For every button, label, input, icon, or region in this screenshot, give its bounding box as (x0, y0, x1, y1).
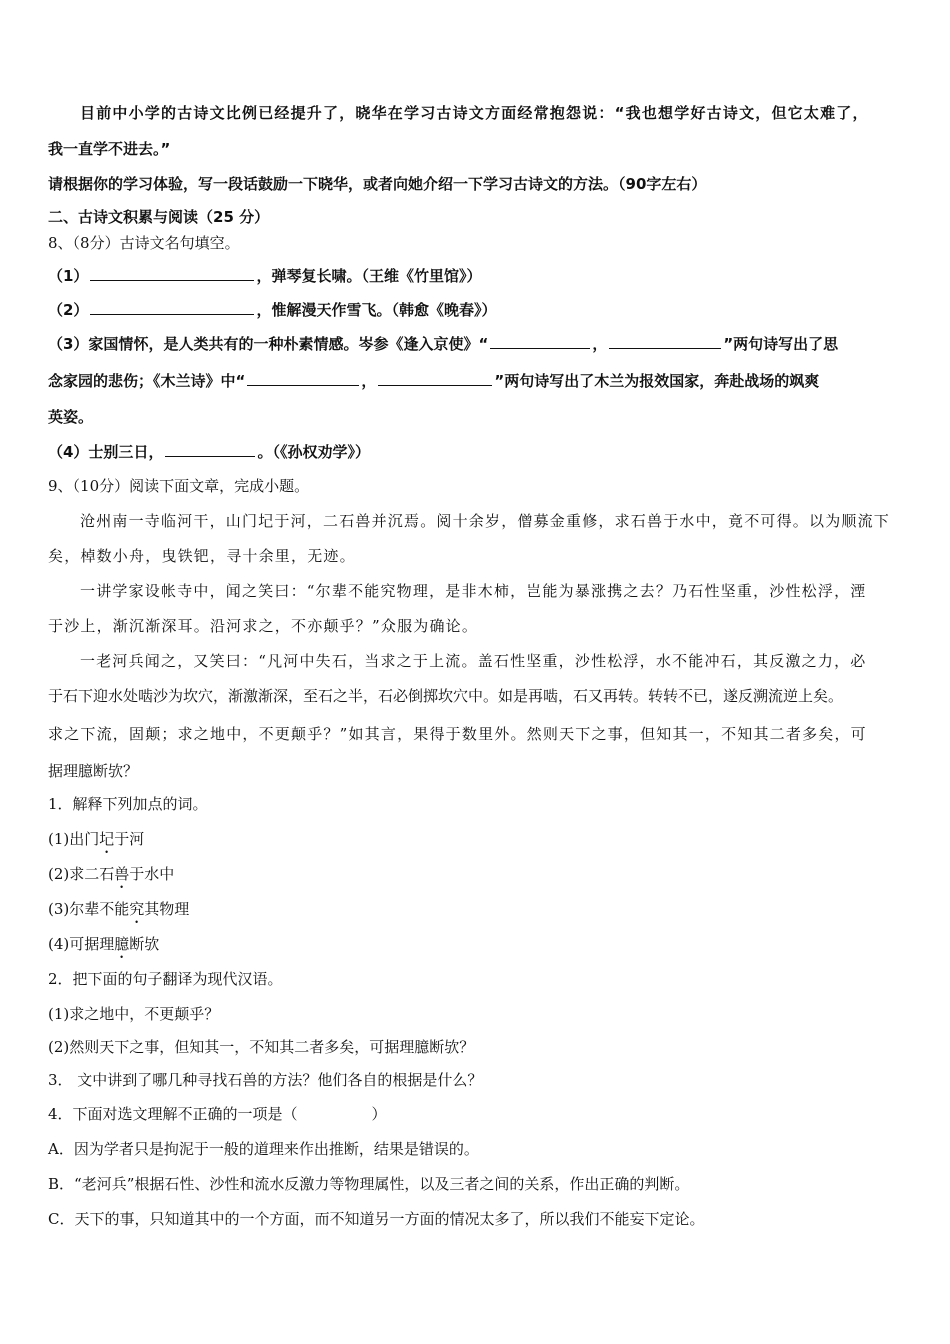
sub-q4-header-close: ） (371, 1105, 387, 1123)
passage-p2-line-1: 一讲学家设帐寺中，闻之笑曰：“尔辈不能究物理，是非木柿，岂能为暴涨携之去？乃石性坚重，沙性松浮，湮 (80, 582, 867, 600)
sub-q1-item-1 (48, 829, 144, 857)
sub-q1-item-4-rest: 断欤 (129, 935, 160, 953)
sub-q1-item-3 (48, 899, 189, 927)
answer-blank[interactable] (490, 333, 590, 349)
q8-item-4 (48, 441, 370, 462)
answer-blank[interactable] (609, 333, 721, 349)
option-a: A．因为学者只是拘泥于一般的道理来作出推断，结果是错误的。 (48, 1140, 479, 1158)
sub-q1-item-2 (48, 864, 174, 892)
q8-item-1 (48, 265, 481, 286)
q7-line-3: 请根据你的学习体验，写一段话鼓励一下晓华，或者向她介绍一下学习古诗文的方法。（90字左右） (48, 175, 707, 193)
passage-p3-line-3: 求之下流，固颠；求之地中，不更颠乎？”如其言，果得于数里外。然则天下之事，但知其一，不知其二者多矣，可 (48, 725, 867, 743)
sub-q1-header: 1．解释下列加点的词。 (48, 795, 208, 813)
q8-item-3-line-2-mid: ， (361, 372, 377, 390)
sub-q1-item-1-rest: 于河 (114, 830, 145, 848)
sub-q1-item-4-text: (4)可据理 (48, 935, 115, 953)
passage-p3-line-1: 一老河兵闻之，又笑曰：“凡河中失石，当求之于上流。盖石性坚重，沙性松浮，水不能冲石，其反激之力，必 (80, 652, 867, 670)
sub-q2-header: 2．把下面的句子翻译为现代汉语。 (48, 970, 283, 988)
q8-item-3-line-1 (48, 333, 838, 354)
sub-q3: 3． 文中讲到了哪几种寻找石兽的方法？他们各自的根据是什么？ (48, 1071, 483, 1089)
q8-item-3-line-1-suffix: ”两句诗写出了思 (723, 335, 839, 353)
passage-p1-line-2: 矣，棹数小舟，曳铁钯，寻十余里，无迹。 (48, 547, 356, 565)
answer-blank[interactable] (90, 299, 254, 315)
passage-p2-line-2: 于沙上，渐沉渐深耳。沿河求之，不亦颠乎？”众服为确论。 (48, 617, 479, 635)
sub-q2-item-2: (2)然则天下之事，但知其一，不知其二者多矣，可据理臆断欤？ (48, 1038, 475, 1056)
sub-q4-header (48, 1104, 387, 1124)
passage-p3-line-4: 据理臆断欤？ (48, 762, 139, 780)
sub-q1-item-2-rest: 于水中 (129, 865, 175, 883)
sub-q1-item-1-text: (1)出门 (48, 830, 100, 848)
q8-item-3-line-1-prefix: （3）家国情怀，是人类共有的一种朴素情感。岑参《逢入京使》“ (48, 335, 489, 353)
sub-q4-header-text: 4．下面对选文理解不正确的一项是（ (48, 1105, 298, 1123)
q8-item-3-line-2-prefix: 念家园的悲伤；《木兰诗》中“ (48, 372, 246, 390)
answer-blank[interactable] (90, 265, 254, 281)
sub-q1-item-3-rest: 其物理 (144, 900, 190, 918)
q8-item-4-suffix: 。（《孙权劝学》） (257, 443, 370, 461)
sub-q1-item-4 (48, 934, 159, 962)
q8-item-1-prefix: （1） (48, 267, 89, 285)
section-2-title: 二、古诗文积累与阅读（25 分） (48, 208, 270, 226)
q8-item-3-line-2-suffix: ”两句诗写出了木兰为报效国家，奔赴战场的飒爽 (494, 372, 820, 390)
answer-blank[interactable] (378, 370, 492, 386)
dotted-word: 臆 (114, 935, 130, 953)
q7-line-1: 目前中小学的古诗文比例已经提升了，晓华在学习古诗文方面经常抱怨说：“我也想学好古诗文，但它太难了， (80, 104, 869, 122)
sub-q1-item-3-text: (3)尔辈不能 (48, 900, 130, 918)
q9-header: 9、（10分）阅读下面文章，完成小题。 (48, 477, 310, 495)
option-c: C．天下的事，只知道其中的一个方面，而不知道另一方面的情况太多了，所以我们不能妄下定论。 (48, 1210, 705, 1228)
q8-item-2 (48, 299, 496, 320)
sub-q2-item-1: (1)求之地中，不更颠乎？ (48, 1005, 220, 1023)
q8-item-3-line-1-mid: ， (592, 335, 608, 353)
answer-blank[interactable] (165, 441, 255, 457)
dotted-word: 兽 (114, 865, 130, 883)
option-b: B．“老河兵”根据石性、沙性和流水反激力等物理属性，以及三者之间的关系，作出正确的判断。 (48, 1175, 690, 1193)
passage-p1-line-1: 沧州南一寺临河干，山门圮于河，二石兽并沉焉。阅十余岁，僧募金重修，求石兽于水中，竟不可得。以为顺流下 (80, 512, 891, 530)
q8-item-2-suffix: ，惟解漫天作雪飞。（韩愈《晚春》） (256, 301, 497, 319)
sub-q1-item-2-text: (2)求二石 (48, 865, 115, 883)
q7-line-2: 我一直学不进去。” (48, 140, 171, 158)
answer-blank[interactable] (247, 370, 359, 386)
q8-item-4-prefix: （4）士别三日， (48, 443, 164, 461)
q8-item-3-line-3: 英姿。 (48, 408, 94, 426)
dotted-word: 圮 (99, 830, 115, 848)
q8-item-2-prefix: （2） (48, 301, 89, 319)
dotted-word: 究 (129, 900, 145, 918)
q8-item-1-suffix: ，弹琴复长啸。（王维《竹里馆》） (256, 267, 482, 285)
q8-item-3-line-2 (48, 370, 819, 391)
q8-header: 8、（8分）古诗文名句填空。 (48, 234, 240, 252)
passage-p3-line-2: 于石下迎水处啮沙为坎穴，渐激渐深，至石之半，石必倒掷坎穴中。如是再啮，石又再转。转转不已，遂反溯流逆上矣。 (48, 687, 844, 705)
